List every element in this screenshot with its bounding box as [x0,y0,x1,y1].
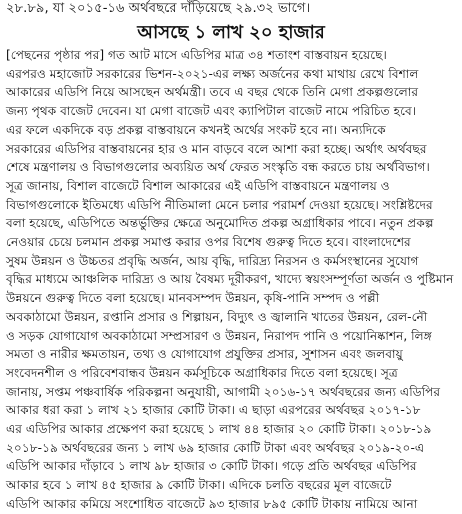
body-line: নেওয়ার চেয়ে চলমান প্রকল্প সমাপ্ত করার ওপর বিশেষ গুরুত্ব দিতে হবে। বাংলাদেশের [6,235,411,250]
body-line: ২০১৮-১৯ অর্থবছরের জন্য ১ লাখ ৬৯ হাজার কোটি টাকা এবং অর্থবছর ২০১৯-২০-এ [6,440,425,455]
body-line: আকারের এডিপি নিয়ে আসছেন অর্থমন্ত্রী। তবে এ বছর থেকে তিনি মেগা প্রকল্পগুলোর [6,85,419,100]
body-line: শেষে মন্ত্রণালয় ও বিভাগগুলোর অব্যয়িত অর্থ ফেরত সংস্কৃতি বন্ধ করতে চায় অর্থবিভাগ। [6,160,430,175]
body-line: সমতা ও নারীর ক্ষমতায়ন, তথ্য ও যোগাযোগ প্রযুক্তির প্রসার, সুশাসন এবং জলবায়ু [6,347,403,362]
body-line: এর এডিপির আকার প্রক্ষেপণ করা হয়েছে ১ লাখ ৪৪ হাজার ২০ কোটি টাকা। ২০১৮-১৯ [6,422,432,437]
body-line: সংবেদনশীল ও পরিবেশবান্ধব উন্নয়ন কর্মসূচিকে অগ্রাধিকার দিতে বলা হয়েছে। সূত্র [6,365,398,380]
body-line: জন্য পৃথক বাজেট দেবেন। যা মেগা বাজেট এবং ক্যাপিটাল বাজেট নামে পরিচিত হবে। [6,104,417,119]
body-line: এরপরও মহাজোট সরকারের ভিশন-২০২১-এর লক্ষ্য অর্জনের কথা মাথায় রেখে বিশাল [6,66,419,81]
body-line: সূত্র জানায়, বিশাল বাজেটে বিশাল আকারের এই এডিপি বাস্তবায়নে মন্ত্রণালয় ও [6,178,390,193]
previous-paragraph-tail: ২৮.৮৯, যা ২০১৫-১৬ অর্থবছরে দাঁড়িয়েছে ২৯.৩২ ভাগে। [6,1,311,16]
body-line: বিভাগগুলোকে ইতিমধ্যে এডিপি নীতিমালা মেনে চলার পরামর্শ দেওয়া হয়েছে। সংশ্লিষ্টদের [6,197,433,212]
body-line: এর ফলে একদিকে বড় প্রকল্প বাস্তবায়নে কখনই অর্থের সংকট হবে না। অন্যদিকে [6,122,386,137]
body-line: ও সড়ক যোগাযোগ অবকাঠামো সম্প্রসারণ ও উন্নয়ন, নিরাপদ পানি ও পয়োনিষ্কাশন, লিঙ্গ [6,328,432,343]
body-line: উন্নয়নে গুরুত্ব দিতে বলা হয়েছে। মানবসম্পদ উন্নয়ন, কৃষি-পানি সম্পদ ও পল্লী [6,291,380,306]
body-line: আকার ধরা করা ১ লাখ ২১ হাজার কোটি টাকা। এ ছাড়া এরপরের অর্থবছর ২০১৭-১৮ [6,403,421,418]
body-line: আকার হবে ১ লাখ ৪৫ হাজার ৯ কোটি টাকা। এদিকে চলতি বছরের মূল বাজেটে [6,478,392,493]
body-line: জানায়, সপ্তম পঞ্চবার্ষিক পরিকল্পনা অনুযায়ী, আগামী ২০১৬-১৭ অর্থবছরের জন্য এডিপির [6,384,441,399]
body-line: সুষম উন্নয়ন ও উচ্চতর প্রবৃদ্ধি অর্জন, আয় বৃদ্ধি, দারিদ্র্য নিরসন ও কর্মসংস্থানের সুযোগ [6,253,419,268]
article-body [6,46,458,514]
body-line: বৃদ্ধির মাধ্যমে আঞ্চলিক দারিদ্র্য ও আয় বৈষম্য দূরীকরণ, খাদ্যে স্বয়ংসম্পূর্ণতা অর্জন ও পুষ্টিমান [6,272,454,287]
body-line: সরকারের এডিপির বাস্তবায়নের হার ও মান বাড়বে বলে আশা করা হচ্ছে। অর্থাৎ অর্থবছর [6,141,427,156]
body-line: এডিপি আকার দাঁড়াবে ১ লাখ ৯৮ হাজার ৩ কোটি টাকা। গড়ে প্রতি অর্থবছর এডিপির [6,459,417,474]
body-line-text: গত আট মাসে এডিপির মাত্র ৩৪ শতাংশ বাস্তবায়ন হয়েছে। [104,48,387,62]
body-line: এডিপি আকার কমিয়ে সংশোধিত বাজেটে ৯৩ হাজার ৮৯৫ কোটি টাকায় নামিয়ে আনা [6,496,418,511]
body-line [6,46,458,65]
body-line: বলা হয়েছে, এডিপিতে অন্তর্ভুক্তির ক্ষেত্রে অনুমোদিত প্রকল্প অগ্রাধিকার পাবে। নতুন প্রকল্প [6,216,434,231]
continued-label: [পেছনের পৃষ্ঠার পর] [6,48,105,62]
headline: আসছে ১ লাখ ২০ হাজার [137,22,325,43]
body-line: অবকাঠামো উন্নয়ন, রপ্তানি প্রসার ও শিল্পায়ন, বিদ্যুৎ ও জ্বালানি খাতের উন্নয়ন, রেল-নৌ [6,309,428,324]
